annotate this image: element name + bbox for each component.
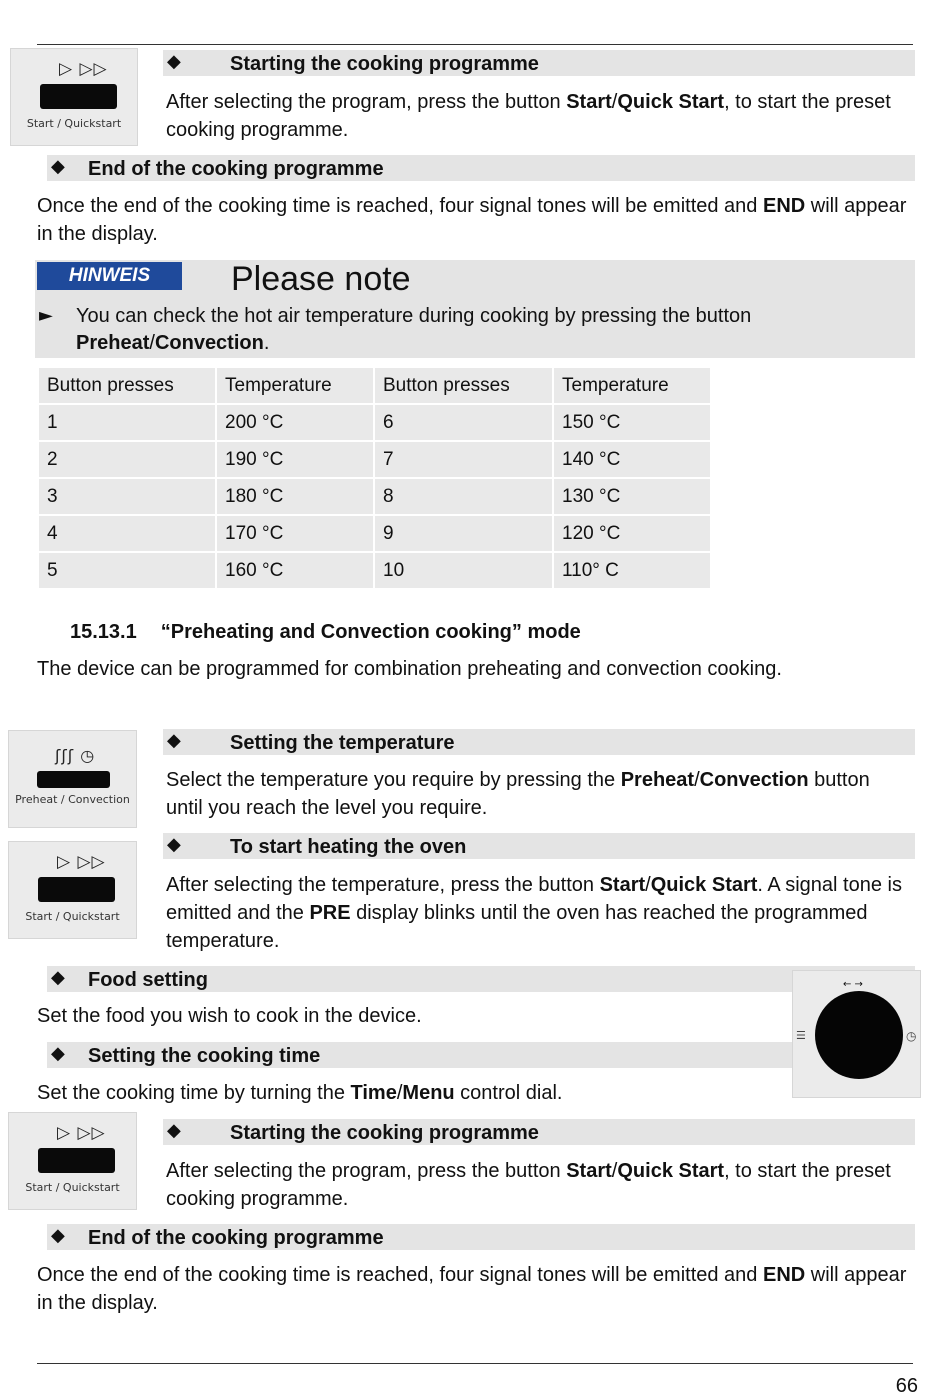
- please-note-box: [35, 260, 915, 358]
- bottom-rule: [37, 1363, 913, 1364]
- table-cell: 3: [38, 478, 216, 515]
- diamond-icon: ◆: [167, 1120, 181, 1141]
- table-cell: 9: [374, 515, 553, 552]
- button-bar: [38, 1148, 115, 1173]
- table-row: [38, 404, 711, 441]
- page-number: 66: [895, 1375, 918, 1397]
- table-cell: 7: [374, 441, 553, 478]
- panel-label: Start / Quickstart: [25, 1181, 120, 1194]
- paragraph-end-programme: Once the end of the cooking time is reached, four signal tones will be emitted and END will appear in the display.: [37, 195, 907, 245]
- start-quickstart-button-image: [10, 48, 138, 146]
- paragraph-start-programme: After selecting the program, press the button Start/Quick Start, to start the preset cooking programme.: [166, 91, 891, 141]
- heading-start-heating: [163, 833, 915, 859]
- diamond-icon: ◆: [167, 730, 181, 751]
- table-header: Temperature: [553, 367, 711, 404]
- rotate-arrows-icon: ← →: [843, 979, 863, 990]
- heading-text: End of the cooking programme: [88, 1227, 384, 1249]
- play-icon: ▷ ▷▷: [57, 1123, 106, 1143]
- button-bar: [37, 771, 110, 788]
- table-cell: 180 °C: [216, 478, 374, 515]
- table-cell: 190 °C: [216, 441, 374, 478]
- table-cell: 200 °C: [216, 404, 374, 441]
- heading-text: Starting the cooking programme: [230, 1122, 539, 1144]
- paragraph-setting-temperature: Select the temperature you require by pressing the Preheat/Convection button until you reach the level you require.: [166, 769, 870, 819]
- menu-list-icon: ☰: [796, 1029, 806, 1042]
- table-header: Button presses: [38, 367, 216, 404]
- diamond-icon: ◆: [51, 1225, 65, 1246]
- table-cell: 10: [374, 552, 553, 589]
- panel-label: Start / Quickstart: [26, 117, 122, 130]
- heading-cooking-time: [47, 1042, 792, 1068]
- paragraph-start-programme: After selecting the program, press the button Start/Quick Start, to start the preset cooking programme.: [166, 1160, 891, 1210]
- diamond-icon: ◆: [51, 967, 65, 988]
- panel-label: Start / Quickstart: [25, 910, 120, 923]
- panel-label: Preheat / Convection: [15, 793, 130, 806]
- diamond-icon: ◆: [167, 834, 181, 855]
- play-icon: ▷ ▷▷: [57, 852, 106, 872]
- button-bar: [38, 877, 115, 902]
- heading-starting-programme: [163, 1119, 915, 1145]
- start-quickstart-button-image: [8, 1112, 137, 1210]
- table-cell: 110° C: [553, 552, 711, 589]
- heading-starting-programme: [163, 50, 915, 76]
- button-bar: [40, 84, 117, 109]
- play-icon: ▷ ▷▷: [59, 59, 108, 79]
- preheat-convection-button-image: [8, 730, 137, 828]
- hinweis-badge: HINWEIS: [37, 262, 182, 290]
- table-cell: 160 °C: [216, 552, 374, 589]
- note-title: Please note: [231, 260, 411, 298]
- table-row: [38, 478, 711, 515]
- time-menu-dial-image: [792, 970, 921, 1098]
- table-cell: 140 °C: [553, 441, 711, 478]
- top-rule: [37, 44, 913, 45]
- table-row: [38, 515, 711, 552]
- heading-setting-temperature: [163, 729, 915, 755]
- heading-text: Setting the cooking time: [88, 1045, 321, 1067]
- table-cell: 6: [374, 404, 553, 441]
- table-cell: 2: [38, 441, 216, 478]
- table-header: Temperature: [216, 367, 374, 404]
- heat-fan-icon: ʃʃʃ ◷: [55, 746, 96, 765]
- paragraph-start-heating: After selecting the temperature, press the button Start/Quick Start. A signal tone is emitted and the PRE display blinks until the oven has reached the programmed temperature.: [166, 874, 902, 952]
- heading-end-programme: [47, 1224, 915, 1250]
- heading-food-setting: [47, 966, 915, 992]
- paragraph-end-programme: Once the end of the cooking time is reached, four signal tones will be emitted and END will appear in the display.: [37, 1264, 907, 1314]
- table-cell: 5: [38, 552, 216, 589]
- heading-text: Starting the cooking programme: [230, 53, 539, 75]
- table-row: [38, 552, 711, 589]
- diamond-icon: ◆: [51, 156, 65, 177]
- table-row: [38, 441, 711, 478]
- heading-text: Food setting: [88, 969, 208, 991]
- heading-text: Setting the temperature: [230, 732, 455, 754]
- paragraph-food-setting: Set the food you wish to cook in the device.: [37, 1005, 422, 1027]
- table-cell: 130 °C: [553, 478, 711, 515]
- table-cell: 170 °C: [216, 515, 374, 552]
- heading-end-programme: [47, 155, 915, 181]
- table-header-row: [38, 367, 711, 404]
- diamond-icon: ◆: [51, 1043, 65, 1064]
- control-dial: [815, 991, 903, 1079]
- diamond-icon: ◆: [167, 51, 181, 72]
- table-cell: 8: [374, 478, 553, 515]
- table-cell: 1: [38, 404, 216, 441]
- start-quickstart-button-image: [8, 841, 137, 939]
- clock-icon: ◷: [906, 1029, 917, 1043]
- temperature-table: [37, 366, 712, 590]
- note-text: You can check the hot air temperature during cooking by pressing the button Preheat/Convection.: [76, 305, 752, 354]
- paragraph-cooking-time: Set the cooking time by turning the Time/Menu control dial.: [37, 1082, 563, 1104]
- table-cell: 4: [38, 515, 216, 552]
- section-heading: 15.13.1 “Preheating and Convection cooking” mode: [70, 621, 581, 643]
- section-intro-text: The device can be programmed for combination preheating and convection cooking.: [37, 658, 782, 680]
- heading-text: To start heating the oven: [230, 836, 467, 858]
- table-cell: 120 °C: [553, 515, 711, 552]
- table-header: Button presses: [374, 367, 553, 404]
- heading-text: End of the cooking programme: [88, 158, 384, 180]
- arrow-bullet-icon: ►: [39, 305, 53, 326]
- table-cell: 150 °C: [553, 404, 711, 441]
